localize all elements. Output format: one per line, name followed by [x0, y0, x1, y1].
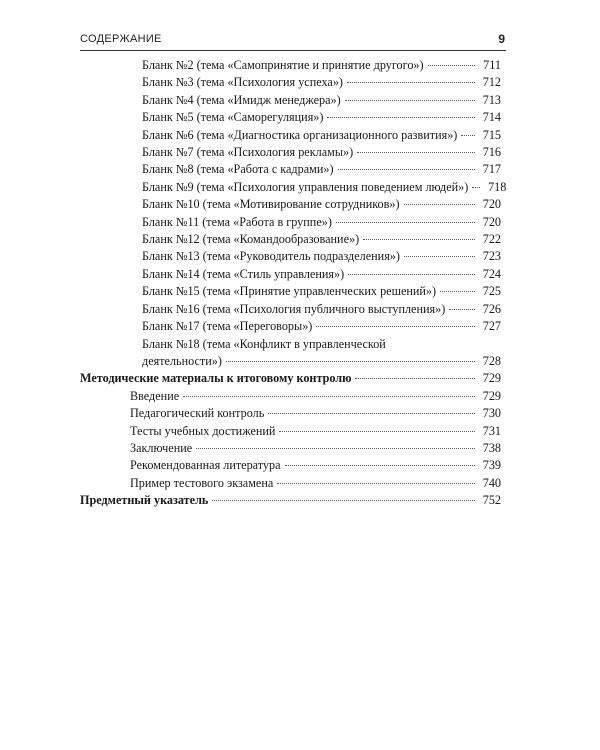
- toc-entry-text: Бланк №9 (тема «Психология управления поведением людей»): [142, 179, 469, 194]
- toc-entry-text: Педагогический контроль: [130, 406, 265, 421]
- toc-section-subject-index[interactable]: [80, 492, 501, 509]
- dot-leader: [183, 396, 475, 397]
- toc-entry-text: Бланк №8 (тема «Работа с кадрами»): [142, 162, 334, 177]
- toc-entry[interactable]: [80, 318, 501, 335]
- toc-entry-text: Бланк №16 (тема «Психология публичного выступления»): [142, 301, 446, 316]
- toc-entry-page: 730: [482, 406, 501, 421]
- toc-entry[interactable]: [80, 179, 507, 196]
- toc-entry-page: 716: [482, 145, 501, 160]
- dot-leader: [226, 361, 475, 362]
- dot-leader: [440, 291, 475, 292]
- dot-leader: [327, 117, 475, 118]
- toc-entry[interactable]: [80, 266, 501, 283]
- toc-entry-text: Бланк №4 (тема «Имидж менеджера»): [142, 92, 341, 107]
- toc-entry-blank-18[interactable]: [80, 336, 501, 371]
- toc-entry[interactable]: [80, 301, 501, 318]
- toc-entry-page: 728: [482, 353, 501, 368]
- dot-leader: [363, 239, 475, 240]
- toc-entry[interactable]: [80, 440, 501, 457]
- toc-section-title: Предметный указатель: [80, 493, 209, 508]
- toc-section-methodical-materials[interactable]: [80, 370, 501, 387]
- dot-leader: [196, 448, 475, 449]
- toc-section-page: 752: [482, 493, 501, 508]
- toc-entry-page: 712: [482, 75, 501, 90]
- toc-entry-page: 727: [482, 319, 501, 334]
- header-rule: [80, 50, 506, 51]
- toc-entry-page: 713: [482, 92, 501, 107]
- dot-leader: [449, 309, 475, 310]
- toc-entry-text: Бланк №17 (тема «Переговоры»): [142, 319, 313, 334]
- toc-entry-text: Бланк №14 (тема «Стиль управления»): [142, 266, 345, 281]
- dot-leader: [212, 500, 475, 501]
- toc-entry-text: Бланк №15 (тема «Принятие управленческих решений»): [142, 284, 437, 299]
- toc-entry[interactable]: [80, 457, 501, 474]
- toc-entry[interactable]: [80, 475, 501, 492]
- dot-leader: [347, 82, 475, 83]
- toc-entry[interactable]: [80, 214, 501, 231]
- header-page-number: 9: [498, 32, 505, 46]
- toc-entry[interactable]: [80, 74, 501, 91]
- toc-entry-text: Бланк №3 (тема «Психология успеха»): [142, 75, 343, 90]
- toc-entry-text: деятельности»): [142, 353, 222, 368]
- toc-entry-page: 720: [482, 197, 501, 212]
- dot-leader: [461, 135, 475, 136]
- header-title: СОДЕРЖАНИЕ: [80, 33, 162, 45]
- toc-entry-text: Бланк №6 (тема «Диагностика организационного развития»): [142, 127, 458, 142]
- toc-entry[interactable]: [80, 57, 501, 74]
- dot-leader: [472, 187, 480, 188]
- toc-entry-text: Бланк №11 (тема «Работа в группе»): [142, 214, 332, 229]
- toc-entry[interactable]: [80, 248, 501, 265]
- toc-entry-page: 726: [482, 301, 501, 316]
- toc-entry-text: Бланк №13 (тема «Руководитель подразделения»): [142, 249, 400, 264]
- dot-leader: [279, 431, 475, 432]
- dot-leader: [355, 378, 475, 379]
- toc-entry-page: 718: [488, 179, 507, 194]
- toc-entry-text: Тесты учебных достижений: [130, 423, 276, 438]
- toc-entry[interactable]: [80, 196, 501, 213]
- toc-entry-page: 729: [482, 388, 501, 403]
- toc-entry-page: 722: [482, 232, 501, 247]
- toc-entry-text: Бланк №5 (тема «Саморегуляция»): [142, 110, 324, 125]
- toc-entry-text: Бланк №2 (тема «Самопринятие и принятие другого»): [142, 58, 424, 72]
- toc-entry-text: Бланк №7 (тема «Психология рекламы»): [142, 145, 354, 160]
- toc-entry-page: 724: [482, 266, 501, 281]
- toc-entry-text: Введение: [130, 388, 180, 403]
- blanks-list: [80, 57, 507, 336]
- toc-entry-text: Бланк №12 (тема «Командообразование»): [142, 232, 360, 247]
- toc-entry-text: Заключение: [130, 440, 193, 455]
- toc-entry-page: 723: [482, 249, 501, 264]
- dot-leader: [348, 274, 475, 275]
- dot-leader: [277, 483, 475, 484]
- toc-entry[interactable]: [80, 231, 501, 248]
- dot-leader: [268, 413, 475, 414]
- toc-entry-text: Пример тестового экзамена: [130, 475, 274, 490]
- toc-entry-text: Бланк №10 (тема «Мотивирование сотрудников»): [142, 197, 400, 212]
- toc-entry[interactable]: [80, 92, 501, 109]
- toc-entry-text: Бланк №18 (тема «Конфликт в управленческой: [142, 336, 386, 351]
- dot-leader: [404, 256, 475, 257]
- dot-leader: [338, 169, 475, 170]
- toc-entry[interactable]: [80, 388, 501, 405]
- running-header: [80, 33, 505, 47]
- toc-entry[interactable]: [80, 144, 501, 161]
- toc-entry-page: 714: [482, 110, 501, 125]
- toc-entry-page: 725: [482, 284, 501, 299]
- dot-leader: [357, 152, 475, 153]
- dot-leader: [316, 326, 475, 327]
- dot-leader: [404, 204, 475, 205]
- toc-entry[interactable]: [80, 161, 501, 178]
- dot-leader: [336, 222, 475, 223]
- dot-leader: [285, 465, 475, 466]
- methodical-subitems: [80, 388, 501, 492]
- table-of-contents: [80, 57, 507, 510]
- dot-leader: [345, 100, 475, 101]
- toc-section-title: Методические материалы к итоговому контролю: [80, 371, 352, 386]
- dot-leader: [428, 65, 475, 66]
- toc-entry[interactable]: [80, 423, 501, 440]
- toc-entry-page: 739: [482, 458, 501, 473]
- toc-entry-page: 740: [482, 475, 501, 490]
- toc-entry[interactable]: [80, 283, 501, 300]
- toc-entry[interactable]: [80, 405, 501, 422]
- toc-entry-page: 711: [483, 58, 501, 72]
- toc-entry-page: 715: [482, 127, 501, 142]
- toc-entry-page: 720: [482, 214, 501, 229]
- toc-entry[interactable]: [80, 127, 501, 144]
- toc-entry-page: 717: [482, 162, 501, 177]
- toc-section-page: 729: [482, 371, 501, 386]
- toc-entry[interactable]: [80, 109, 501, 126]
- toc-entry-page: 738: [482, 440, 501, 455]
- toc-entry-page: 731: [482, 423, 501, 438]
- toc-entry-text: Рекомендованная литература: [130, 458, 281, 473]
